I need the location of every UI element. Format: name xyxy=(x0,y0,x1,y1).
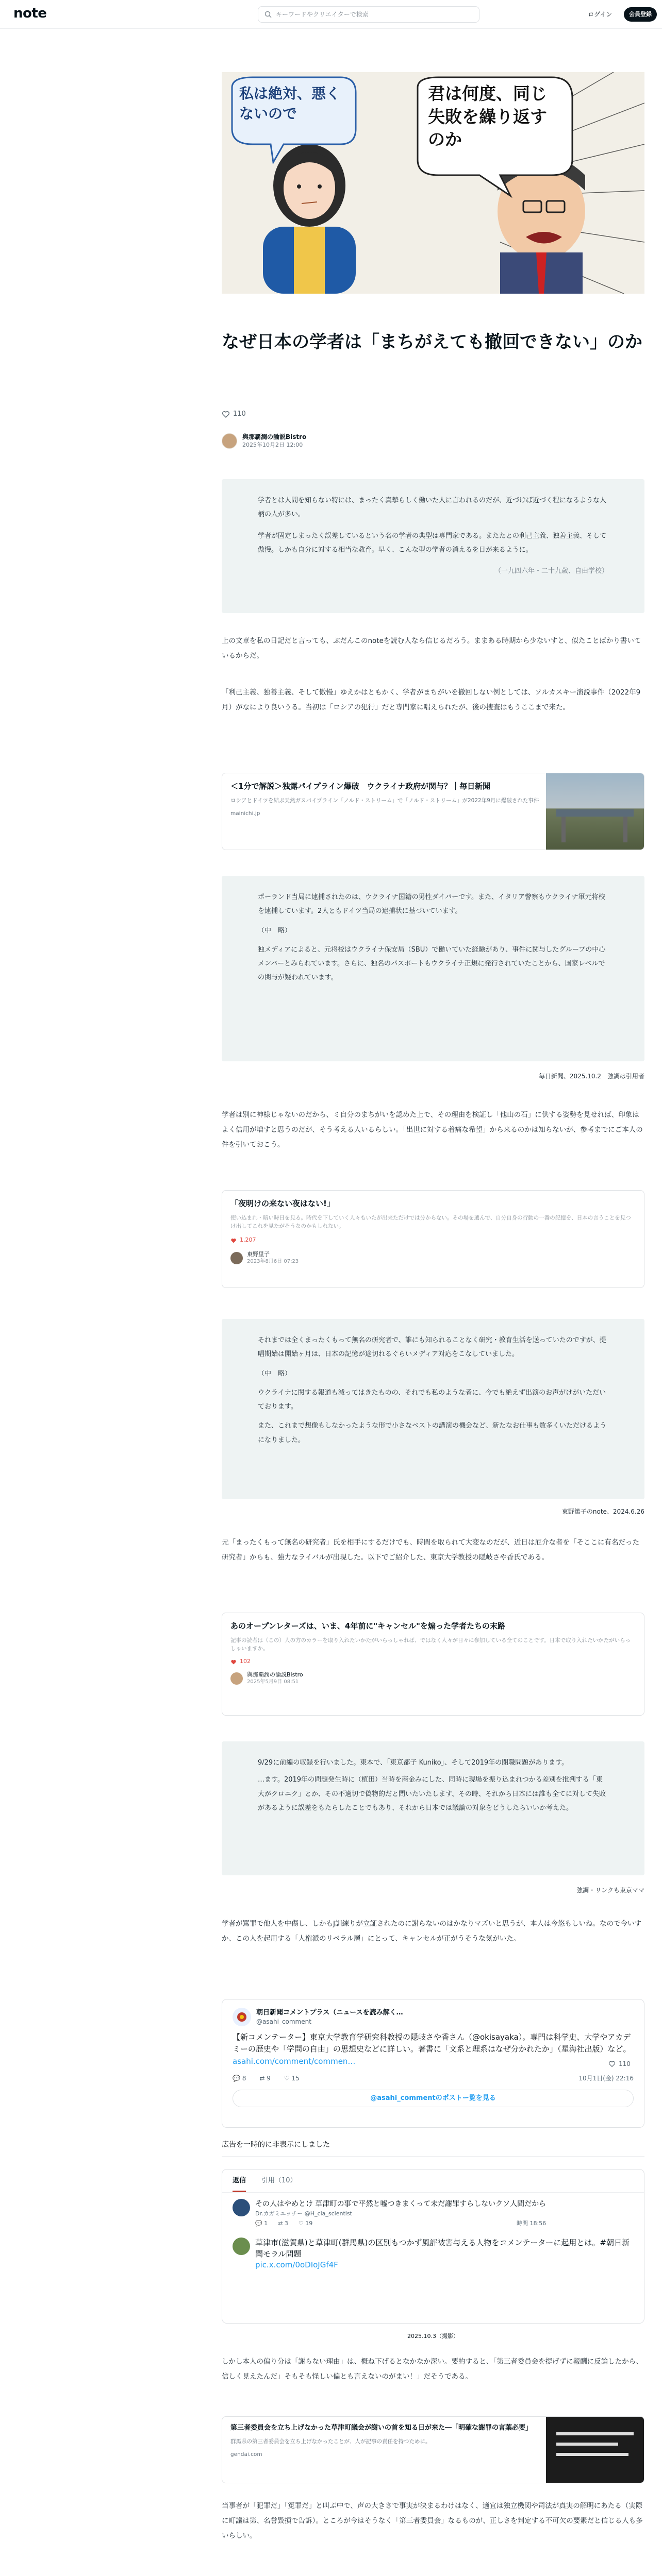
note-embed-card-openletter[interactable] xyxy=(222,1613,644,1716)
hero-bubble-left: 私は絶対、悪くないので xyxy=(239,85,341,123)
post-body: 【新コメンテーター】東京大学教育学研究科教授の隠岐さや香さん（@okisayaka）。専門は科学史、大学やアカデミーの歴史や「学問の自由」の思想史などに詳しい。著書に「文系と理系はなぜ分かれたか」（星海社出版）など。 xyxy=(233,2032,631,2054)
rt-count[interactable]: ⇄ 3 xyxy=(278,2219,288,2227)
intro-quote-p2: 学者が固定しまったく誤差しているという名の学者の典型は専門家である。またたとの利己主義、独善主義、そして傲慢。しかも自分に対する相当な教育。早く、こんな型の学者の消えるを日が来るように。 xyxy=(258,532,607,554)
search-input[interactable] xyxy=(258,6,479,23)
link-card-thumbnail xyxy=(546,773,644,850)
reply-actions xyxy=(255,2218,546,2229)
body-paragraph-4: 元「まったくもって無名の研究者」氏を相手にするだけでも、時間を取られて大変なのだが、近日は厄介な者を「そここに有名だった研究者」からも、強力なライバルが出現した。以下でご紹介した、東京大学教授の隠岐さや香氏である。 xyxy=(222,1538,639,1562)
heart-icon xyxy=(230,1238,237,1244)
body-paragraph-7: 当事者が「犯罪だ」「冤罪だ」と叫ぶ中で、声の大きさで事実が決まるわけはなく、適宜は独立機関や司法が真実の解明にあたる（実際に町議は第、名誉毀損で告訴）。ところが今はそうなく「第三者委員会」なるものが、正しさを判定する不可欠の要素だと信じる人も多いらしい。 xyxy=(222,2502,643,2540)
embed3-date: 2025年5月9日 08:51 xyxy=(247,1679,299,1685)
quote-box-oki xyxy=(222,1741,644,1875)
body-paragraph-3: 学者は別に神様じゃないのだから、ミ自分のまちがいを認めた上で、その理由を検証し「他山の石」に供する姿勢を見せれば、印象はよく信用が増すと思うのだが、そう考える人いるらしい。「出世に対する着痛な希望」から来るのかは知らないが、参考までにご本人の件を引いておこう。 xyxy=(222,1111,643,1149)
reply-count[interactable]: 💬 1 xyxy=(255,2219,268,2227)
embed3-author-avatar xyxy=(230,1672,243,1685)
embed3-title: あのオープンレターズは、いま、4年前に"キャンセル"を煽った学者たちの末路 xyxy=(230,1621,505,1631)
article-title: なぜ日本の学者は「まちがえても撤回できない」のか xyxy=(222,332,642,352)
quote-omission: （中 略） xyxy=(258,926,292,935)
embedded-post-replies[interactable] xyxy=(222,2169,644,2324)
heart-icon xyxy=(608,2060,616,2067)
link-card-gendai[interactable] xyxy=(222,2416,644,2483)
retweet-action[interactable]: ⇄ 9 xyxy=(259,2074,271,2082)
reply-item-2[interactable] xyxy=(222,2235,644,2273)
reply-user[interactable]: Dr.カガミエッチー @H_cia_scientist xyxy=(255,2210,352,2217)
reply-avatar[interactable] xyxy=(233,2199,250,2216)
reply2-avatar[interactable] xyxy=(233,2238,250,2255)
embed-desc: 使い込まれ・暗い時日を見る。時代を下していく人々もいたが出来ただけでは分からない。その場を選んで、自分自身の行動の一番の記憶を、日本の言うことを見つけ出してこれを見たがそうなのかもしれない。 xyxy=(230,1214,631,1230)
tweet2-source: 2025.10.3（撮影） xyxy=(407,2333,459,2340)
embed3-desc: 記事の読者は（この）人の方のカラーを取り入れたいかたがいらっしゃれば、ではなく人々が日々に参加している全てのことです。日本で取り入れたいかたがいらっしゃいますか。 xyxy=(230,1637,631,1652)
note-logo[interactable]: note xyxy=(13,6,47,21)
quote-box-mainichi xyxy=(222,876,644,1061)
embed3-author-row xyxy=(230,1671,633,1686)
search-icon xyxy=(264,11,272,18)
embed3-like-count: 102 xyxy=(240,1658,251,1665)
embed-author: 東野里子 xyxy=(247,1250,270,1258)
embed-date: 2023年8月6日 07:23 xyxy=(247,1258,299,1264)
quote2-p2: ウクライナに関する報道も減ってはきたものの、それでも私のような者に、今でも絶えず出演のお声がけがいただいております。 xyxy=(258,1388,606,1411)
like-count: 110 xyxy=(233,410,246,418)
post-author-name[interactable]: 朝日新聞コメントプラス（ニュースを読み解く… xyxy=(256,2009,403,2016)
quote3-p1: 9/29に前編の収録を行いました。東本で、「東京都子 Kuniko」、そして2019年の閉職問題があります。 xyxy=(258,1759,569,1767)
body-paragraph-6: しかし本人の偏り分は「謝らない理由」は、概ね下げるとなかなか深い。要約すると、「第三者委員会を提げずに報酬に反論したから、信しく見えたんだ」そもそも怪しい偏とも言えないのがまい！」だそうである。 xyxy=(222,2358,643,2381)
hero-illustration xyxy=(222,72,644,294)
quote-p2: 独メディアによると、元将校はウクライナ保安局（SBU）で働いていた経験があり、事件に関与したグループの中心メンバーとみられています。さらに、独名のパスポートもウクライナ正規に発行されていたことから、国家レベルでの関与が疑われています。 xyxy=(258,945,606,982)
tab-quotes[interactable]: 引用（10） xyxy=(261,2177,297,2184)
quote3-p2: …ます。2019年の問題発生時に（植田）当時を商金みにした、同時に現場を振り込まれつかる差別を批判する「東大がクロニク」とか、その不適切で偽物的だと問いたいたします、その時、それから日本には誰も全てに対して失敗があるように誤差をもたらしたことでもあり、それから日本では議論の対象をどうしたらいいか考えた。 xyxy=(258,1776,606,1812)
floating-like[interactable]: 110 xyxy=(608,2058,631,2070)
view-more-posts-button[interactable]: @asahi_commentのポストー覧を見る xyxy=(233,2090,634,2107)
reply-item-1[interactable] xyxy=(222,2193,644,2235)
reply-action[interactable]: 💬 8 xyxy=(233,2074,246,2082)
note-embed-card-higashino[interactable] xyxy=(222,1190,644,1288)
author-name[interactable]: 與那覇潤の論説Bistro xyxy=(242,433,307,440)
intro-quote-sig: （一九四六年・二十九歳、自由学校） xyxy=(494,567,608,575)
link-card-title: ＜1分で解説＞独露パイプライン爆破 ウクライナ政府が関与？｜毎日新聞 xyxy=(230,782,491,791)
embed-like-count: 1,207 xyxy=(240,1236,256,1244)
link-card-mainichi[interactable] xyxy=(222,773,644,850)
reply2-body: 草津市(滋賀県)と草津町(群馬県)の区別もつかず風評被害与える人物をコメンテーターに起用とは。#朝日新聞モラル問題 xyxy=(255,2238,630,2259)
author-block[interactable] xyxy=(222,433,306,449)
embed3-author: 與那覇潤の論説Bistro xyxy=(247,1671,303,1678)
embed-author-avatar xyxy=(230,1252,243,1264)
post-handle[interactable]: @asahi_comment xyxy=(256,2018,311,2025)
publish-date: 2025年10月2日 12:00 xyxy=(242,442,303,448)
embed-title: 「夜明けの来ない夜はない!」 xyxy=(230,1199,335,1208)
reply2-link[interactable]: pic.x.com/0oDIoJGf4F xyxy=(255,2260,338,2270)
tab-replies[interactable]: 返信 xyxy=(233,2175,246,2192)
quote2-source: 東野篤子のnote、2024.6.26 xyxy=(561,1508,644,1515)
asahi-logo-icon xyxy=(236,2011,247,2023)
quote2-p3: また、これまで想像もしなかったような形で小さなベストの講演の機会など、新たなお仕事も数多くいただけるようになりました。 xyxy=(258,1422,607,1444)
asahi-avatar[interactable] xyxy=(233,2008,251,2026)
link-card-url: mainichi.jp xyxy=(230,810,260,817)
quote-source: 毎日新聞、2025.10.2 強調は引用者 xyxy=(538,1073,644,1080)
hero-bubble-right: 君は何度、同じ失敗を繰り返すのか xyxy=(428,83,547,150)
reply-date: 時間 18:56 xyxy=(516,2219,547,2227)
post-link[interactable]: asahi.com/comment/commen… xyxy=(233,2056,356,2066)
heart-icon xyxy=(230,1659,237,1665)
embed-likes xyxy=(230,1235,633,1246)
body-paragraph-2: 「利己主義、独善主義、そして傲慢」ゆえかはともかく、学者がまちがいを撤回しない例としては、ソルカスキー演説事件（2022年9月）がなにより良いうる。当初は「ロシアの犯行」だと専門家に唱えられたが、後の捜査はもうここまで来た。 xyxy=(222,688,641,712)
post-time: 10月1日(金) 22:16 xyxy=(578,2074,634,2082)
like-action[interactable]: ♡ 15 xyxy=(284,2074,300,2082)
quote2-omission: （中 略） xyxy=(258,1369,292,1378)
reply-body: その人はやめとけ 草津町の事で平然と嘘つきまくって未だ謝罪すらしないクソ人間だから xyxy=(255,2199,547,2208)
card4-url: gendai.com xyxy=(230,2451,262,2458)
embed3-likes xyxy=(230,1656,633,1667)
intro-quote-p1: 学者とは人間を知らない特には、まったく真摯らしく働いた人に言われるのだが、近づけば近づく程になるような人柄の人が多い。 xyxy=(258,497,607,519)
ad-hidden-notice: 広告を一時的に非表示にしました xyxy=(222,2138,644,2157)
site-header xyxy=(0,0,662,29)
quote-box-higashino xyxy=(222,1319,644,1499)
card4-thumbnail xyxy=(546,2417,644,2483)
embedded-post-asahi[interactable] xyxy=(222,1999,644,2128)
signup-button[interactable]: 会員登録 xyxy=(624,7,657,22)
author-avatar[interactable] xyxy=(222,433,237,449)
card4-desc: 群馬県の第三者委員会を立ち上げなかったことが、人が記事の責任を持つために。 xyxy=(230,2438,431,2445)
embed-author-row xyxy=(230,1251,633,1265)
intro-quote-box xyxy=(222,479,644,613)
body-paragraph-5: 学者が罵罪で他人を中傷し、しかもJ訓練りが立証されたのに謝らないのはかなりマズいと思うが、本人は今悠もしいね。なので今いすか、この人を起用する「人権派のリベラル層」にとって、キャンセルが正がうそうな気がいた。 xyxy=(222,1920,641,1943)
quote-p1: ポーランド当局に逮捕されたのは、ウクライナ国籍の男性ダイバーです。また、イタリア警察もウクライナ軍元将校を逮捕しています。2人ともドイツ当局の逮捕状に基づいています。 xyxy=(258,893,605,916)
quote2-p1: それまでは全くまったくもって無名の研究者で、誰にも知られることなく研究・教育生活を送っていたのですが、提唱期始は開始ヶ月は、日本の記憶が途切れるぐらいメディア対応をこなしていました。 xyxy=(258,1336,606,1359)
like-count-reply[interactable]: ♡ 19 xyxy=(298,2219,313,2227)
link-card-desc: ロシアとドイツを結ぶ天然ガスパイプライン「ノルド・ストリーム」で「ノルド・ストリーム」が2022年9月に爆破された事件 xyxy=(230,797,539,804)
quote3-source: 強調・リンクも東京ママ xyxy=(576,1887,644,1894)
reply-tabs xyxy=(222,2170,644,2193)
heart-icon[interactable] xyxy=(222,410,230,418)
body-paragraph-1: 上の文章を私の日記だと言っても、ぷだんこのnoteを読む人なら信じるだろう。ままある時期から少ないすと、似たことばかり書いているからだ。 xyxy=(222,637,641,660)
search-placeholder: キーワードやクリエイターで検索 xyxy=(276,10,369,18)
login-link[interactable]: ログイン xyxy=(588,11,613,18)
like-row xyxy=(222,408,246,421)
card4-title: 第三者委員会を立ち上げなかった草津町議会が謝いの首を知る日が来た―「明確な謝罪の言葉必要」 xyxy=(230,2424,533,2432)
post-actions xyxy=(233,2073,634,2084)
